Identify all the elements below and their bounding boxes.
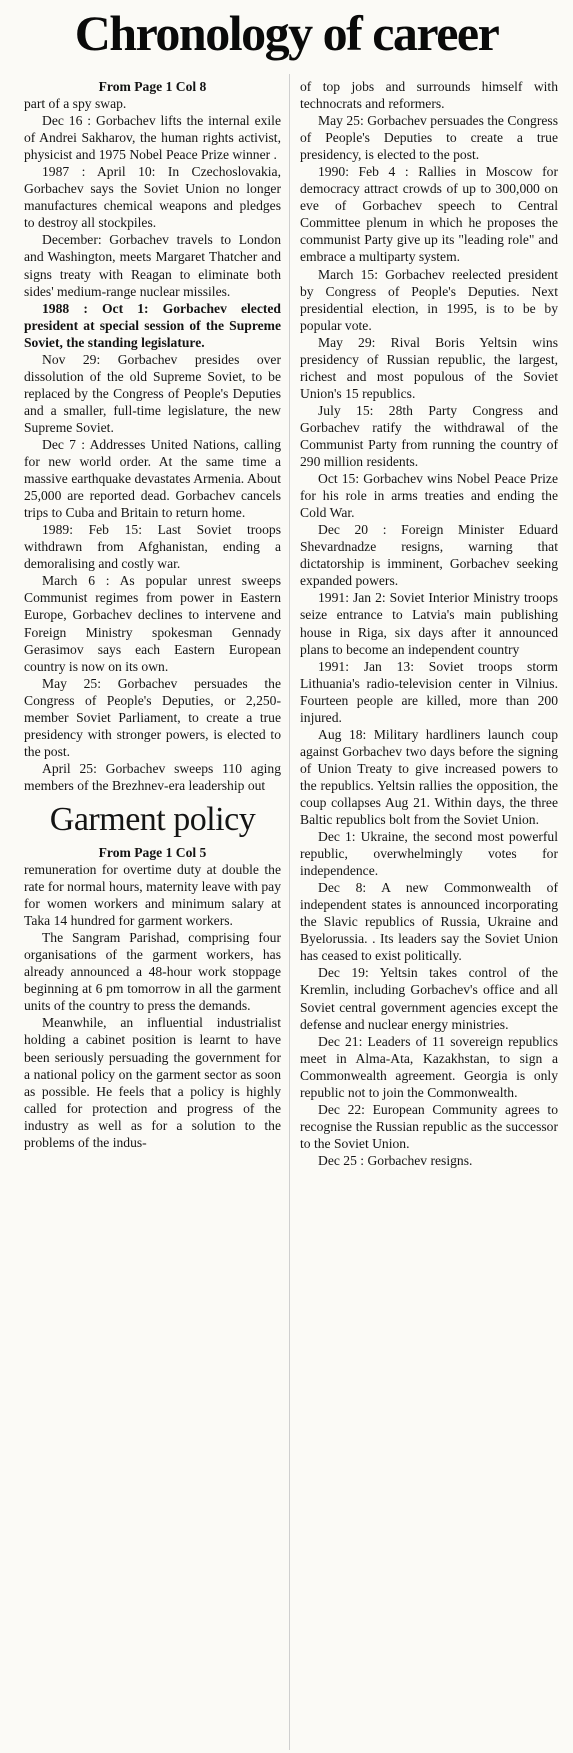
paragraph: Dec 21: Leaders of 11 sovereign republics meet in Alma-Ata, Kazakhstan, to sign a Commonwealth agreement. Georgia is only republic not to join the Commonwealth. [300,1033,558,1100]
paragraph: 1987 : April 10: In Czechoslovakia, Gorbachev says the Soviet Union no longer manufactures chemical weapons and pledges to destroy all stockpiles. [24,164,281,231]
paragraph: April 25: Gorbachev sweeps 110 aging members of the Brezhnev-era leadership out [24,760,281,793]
paragraph: 1988 : Oct 1: Gorbachev elected president at special session of the Supreme Soviet, the standing legislature. [24,300,281,350]
garment-paragraph: The Sangram Parishad, comprising four organisations of the garment workers, has already announced a 48-hour work stoppage beginning at 6 pm tomorrow in all the garment units of the country to press the demands. [24,930,281,1014]
headline: Chronology of career [74,5,499,61]
garment-policy-title: Garment policy [49,800,256,838]
paragraph: Dec 19: Yeltsin takes control of the Kremlin, including Gorbachev's office and all Soviet central government agencies except the defense and nuclear energy ministries. [300,965,558,1032]
paragraph: Nov 29: Gorbachev presides over dissolution of the old Supreme Soviet, to be replaced by the Congress of People's Deputies and a smaller, full-time legislature, the new Supreme Soviet. [24,351,281,435]
paragraph: Oct 15: Gorbachev wins Nobel Peace Prize for his role in arms treaties and ending the Cold War. [300,471,558,521]
paragraph: May 25: Gorbachev persuades the Congress of People's Deputies to create a true presidency, is elected to the post. [300,113,558,163]
paragraph: Aug 18: Military hardliners launch coup against Gorbachev two days before the signing of Union Treaty to give increased powers to the republics. Yeltsin rallies the opposition, the coup collapses Aug 21. Within days, the three Baltic republics bolt from the Soviet Union. [300,726,558,828]
paragraph: December: Gorbachev travels to London and Washington, meets Margaret Thatcher and signs treaty with Reagan to eliminate both sides' medium-range nuclear missiles. [24,232,281,299]
paragraph: Dec 7 : Addresses United Nations, calling for new world order. At the same time a massive earthquake devastates Armenia. About 25,000 are reported dead. Gorbachev cancels trips to Cuba and Britain to return home. [24,436,281,521]
paragraph: Dec 16 : Gorbachev lifts the internal exile of Andrei Sakharov, the human rights activist, physicist and 1975 Nobel Peace Prize winner . [24,113,281,163]
paragraph: 1991: Jan 13: Soviet troops storm Lithuania's radio-television center in Vilnius. Fourteen people are killed, more than 200 injured. [300,658,558,725]
paragraph: 1989: Feb 15: Last Soviet troops withdrawn from Afghanistan, ending a demoralising and costly war. [24,522,281,572]
paragraph: Dec 8: A new Commonwealth of independent states is announced incorporating the Slavic republics of Russia, Ukraine and Byelorussia. . Its leaders say the Soviet Union has ceased to exist politically. [300,880,558,964]
paragraph: July 15: 28th Party Congress and Gorbachev ratify the withdrawal of the Communist Party from running the country of 290 million residents. [300,402,558,470]
paragraph: Dec 22: European Community agrees to recognise the Russian republic as the successor to the Soviet Union. [300,1101,558,1151]
paragraph: May 29: Rival Boris Yeltsin wins presidency of Russian republic, the largest, richest and most populous of the Soviet Union's 15 republics. [300,334,558,401]
garment-jump-line: From Page 1 Col 5 [98,844,207,860]
paragraph: March 15: Gorbachev reelected president by Congress of People's Deputies. Next presidential election, in 1995, is to be by popular vote. [300,266,558,333]
paragraph: 1990: Feb 4 : Rallies in Moscow for democracy attract crowds of up to 300,000 on eve of Gorbachev speech to Central Committee plenum in which he proposes the communist Party give up its "leading role" and embrace a multiparty system. [300,164,558,265]
garment-paragraph: Meanwhile, an influential industrialist holding a cabinet position is learnt to have been seriously persuading the government for a national policy on the garment sector as soon as possible. He feels that a policy is highly called for protection and progress of the industry as well as for a solution to the problems of the indus- [24,1015,281,1150]
paragraph: Dec 1: Ukraine, the second most powerful republic, overwhelmingly votes for independence. [300,829,558,879]
jump-line: From Page 1 Col 8 [98,79,207,94]
paragraph: Dec 25 : Gorbachev resigns. [318,1152,473,1168]
paragraph: May 25: Gorbachev persuades the Congress of People's Deputies, or 2,250-member Soviet Parliament, to create a true presidency with stronger powers, is elected to the post. [24,675,281,759]
garment-paragraph: remuneration for overtime duty at double the rate for normal hours, maternity leave with pay for women workers and minimum salary at Taka 14 hundred for garment workers. [24,862,281,929]
left-column [24,78,281,1151]
paragraph: 1991: Jan 2: Soviet Interior Ministry troops seize entrance to Latvia's main publishing house in Riga, six days after it announced plans to become an independent country [300,590,558,657]
paragraph: March 6 : As popular unrest sweeps Communist regimes from power in Eastern Europe, Gorbachev declines to intervene and Foreign Ministry spokesman Gennady Gerasimov says each Eastern European country is now on its own. [24,573,281,674]
paragraph: of top jobs and surrounds himself with technocrats and reformers. [300,79,558,112]
paragraph: Dec 20 : Foreign Minister Eduard Shevardnadze resigns, warning that dictatorship is imminent, Gorbachev seeking expanded powers. [300,522,558,589]
right-column [300,78,558,1169]
paragraph: part of a spy swap. [24,96,127,112]
column-divider [289,74,290,1750]
